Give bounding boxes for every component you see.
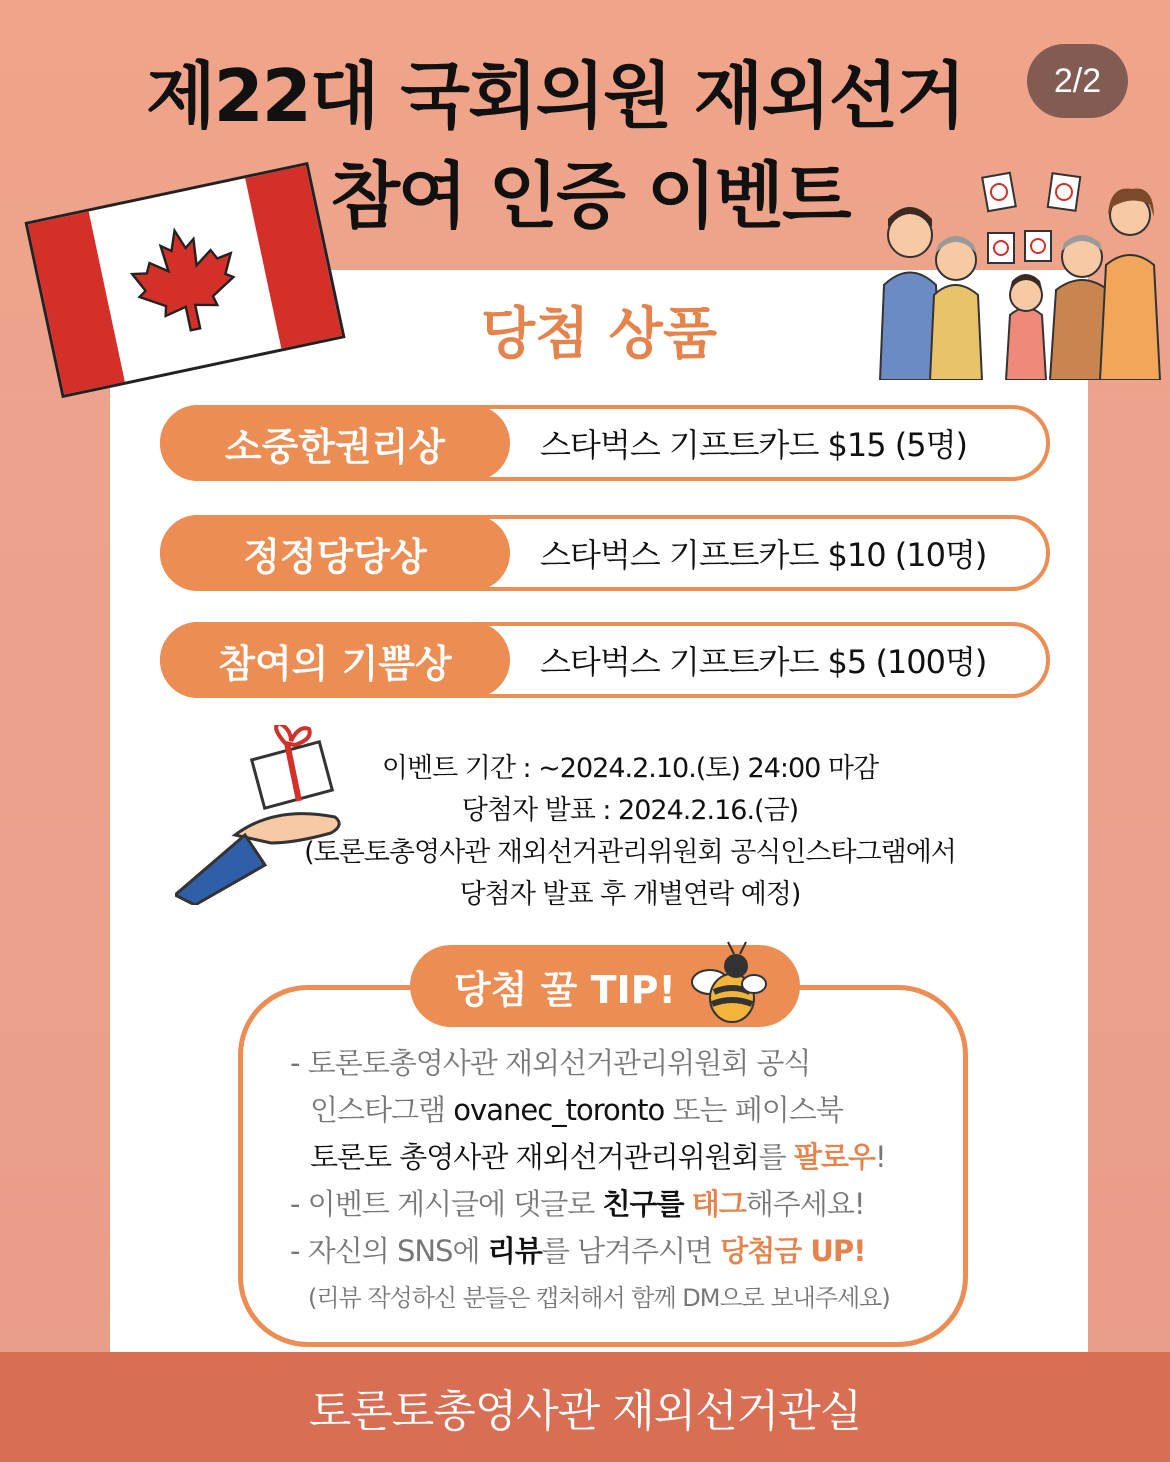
tip-review-note: (리뷰 작성하신 분들은 캡처해서 함께 DM으로 보내주세요) xyxy=(308,1284,890,1312)
prize-name: 소중한권리상 xyxy=(160,405,510,481)
page-indicator: 2/2 xyxy=(1027,44,1128,118)
tips-list xyxy=(290,1040,950,1322)
prize-name: 정정당당상 xyxy=(160,515,510,591)
event-period: 이벤트 기간 : ~2024.2.10.(토) 24:00 마감 xyxy=(381,753,879,784)
poster-title-line2: 참여 인증 이벤트 xyxy=(330,154,850,238)
tip-review: - 자신의 SNS에 리뷰를 남겨주시면 당첨금 UP! xyxy=(290,1234,866,1268)
event-info xyxy=(260,748,1000,916)
footer-organization: 토론토총영사관 재외선거관실 xyxy=(0,1352,1170,1462)
bee-icon xyxy=(690,940,770,1025)
tip-follow-line1: - 토론토총영사관 재외선거관리위원회 공식 xyxy=(290,1046,811,1080)
announcement-note-line2: 당첨자 발표 후 개별연락 예정) xyxy=(459,879,801,910)
tip-follow-line3: 토론토 총영사관 재외선거관리위원회를 팔로우! xyxy=(310,1140,886,1174)
announcement-note-line1: (토론토총영사관 재외선거관리위원회 공식인스타그램에서 xyxy=(304,837,956,868)
prize-row xyxy=(160,405,1050,481)
prize-description: 스타벅스 기프트카드 $10 (10명) xyxy=(540,536,987,574)
prize-name: 참여의 기쁨상 xyxy=(160,622,510,698)
poster-title-line1: 제22대 국회의원 재외선거 xyxy=(146,54,964,138)
tips-title: 당첨 꿀 TIP! xyxy=(410,945,800,1027)
prize-section-heading: 당첨 상품 xyxy=(481,302,717,367)
tip-tag-friends: - 이벤트 게시글에 댓글로 친구를 태그해주세요! xyxy=(290,1187,865,1221)
prize-row xyxy=(160,515,1050,591)
prize-description: 스타벅스 기프트카드 $5 (100명) xyxy=(540,643,987,681)
tip-follow-line2: 인스타그램 ovanec_toronto 또는 페이스북 xyxy=(310,1093,843,1127)
instagram-handle: ovanec_toronto xyxy=(453,1093,665,1127)
prize-row xyxy=(160,622,1050,698)
prize-description: 스타벅스 기프트카드 $15 (5명) xyxy=(540,426,968,464)
winner-announcement-date: 당첨자 발표 : 2024.2.16.(금) xyxy=(461,795,799,826)
